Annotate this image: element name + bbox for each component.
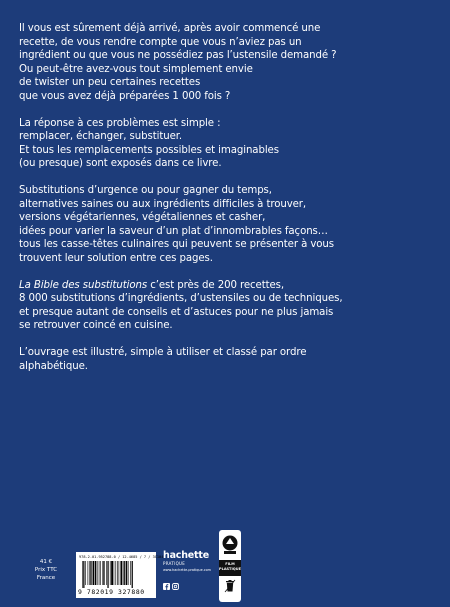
text-line: alphabétique. (19, 360, 88, 372)
facebook-icon (163, 575, 170, 582)
barcode-bar (91, 561, 92, 585)
barcode-bar (107, 561, 108, 588)
barcode-bar (126, 561, 127, 585)
text-line: que vous avez déjà préparées 1 000 fois ? (19, 90, 231, 102)
trash-bin-icon (225, 580, 235, 592)
barcode-bar (100, 561, 101, 585)
blurb-text (19, 22, 431, 387)
text-line: Et tous les remplacements possibles et imaginables (19, 144, 279, 156)
paragraph-3 (19, 184, 431, 265)
price-country: France (36, 575, 56, 581)
price-tax-label: Prix TTC (34, 567, 58, 573)
barcode-bar (110, 561, 111, 585)
barcode-bar (99, 561, 100, 585)
text-line: alternatives saines ou aux ingrédients difficiles à trouver, (19, 198, 307, 210)
text-line: de twister un peu certaines recettes (19, 77, 201, 88)
price-label (31, 558, 61, 582)
barcode-bar (82, 561, 83, 588)
publisher-block (163, 551, 211, 582)
social-icons (163, 575, 211, 582)
barcode-bar (102, 561, 103, 585)
text-line: remplacer, échanger, substituer. (19, 131, 183, 142)
barcode-bar (95, 561, 96, 585)
barcode-bar (128, 561, 129, 585)
text-line: Ou peut-être avez-vous tout simplement envie (19, 63, 253, 75)
text-line: L’ouvrage est illustré, simple à utiliser et classé par ordre (19, 347, 307, 358)
text-line: versions végétariennes, végétaliennes et casher, (19, 212, 266, 223)
barcode-bar (106, 561, 107, 585)
barcode-digits: 9 782019 327880 (78, 588, 145, 596)
barcode-icon (82, 561, 152, 588)
barcode-bar (120, 561, 122, 585)
text-line: 8 000 substitutions d’ingrédients, d’ustensiles ou de techniques, (19, 293, 343, 304)
barcode-bar (115, 561, 116, 585)
barcode-bar (89, 561, 90, 585)
text-line: ingrédient ou que vous ne possédiez pas l’ustensile demandé ? (19, 50, 337, 61)
recycling-badge (219, 530, 241, 602)
paragraph-5 (19, 346, 431, 373)
text-line-with-title (19, 279, 431, 293)
text-line: La réponse à ces problèmes est simple : (19, 117, 221, 129)
barcode-bar (83, 561, 84, 588)
barcode-bar (93, 561, 95, 585)
text-line: recette, de vous rendre compte que vous n’aviez pas un (19, 36, 302, 48)
isbn-small-text: 978-2-01-952788-0 / 12-4685 / 7 / 3C104 (79, 555, 164, 559)
publisher-name: hachette (163, 550, 209, 561)
barcode-bar (132, 561, 133, 588)
barcode-bar (119, 561, 120, 585)
barcode-bar (123, 561, 124, 585)
text-line: Il vous est sûrement déjà arrivé, après avoir commencé une (19, 23, 321, 34)
barcode-bar (97, 561, 98, 585)
instagram-icon (172, 575, 179, 582)
text-fragment: c’est près de 200 recettes, (147, 279, 284, 291)
text-line: et presque autant de conseils et d’astuces pour ne plus jamais (19, 306, 334, 318)
paragraph-2 (19, 117, 431, 171)
text-line: (ou presque) sont exposés dans ce livre. (19, 158, 222, 169)
publisher-imprint: PRATIQUE (163, 561, 186, 566)
paragraph-1 (19, 22, 431, 103)
barcode-bar (85, 561, 86, 585)
book-title-italic: La Bible des substitutions (19, 279, 148, 291)
recycle-logo-icon (221, 534, 239, 556)
barcode-bar (111, 561, 113, 585)
paragraph-4 (19, 279, 431, 333)
text-line: se retrouver coincé en cuisine. (19, 320, 173, 331)
text-line: Substitutions d’urgence ou pour gagner du temps, (19, 185, 272, 196)
barcode-panel (76, 552, 164, 598)
publisher-url: www.hachette-pratique.com (163, 568, 211, 572)
film-plastique-label: FILM PLASTIQUE (219, 560, 241, 576)
text-line: trouvent leur solution entre ces pages. (19, 252, 213, 264)
price-amount: 41 € (39, 559, 53, 565)
text-line: tous les casse-têtes culinaires qui peuvent se présenter à vous (19, 239, 334, 250)
barcode-bar (117, 561, 118, 585)
barcode-bar (130, 561, 131, 585)
barcode-bar (88, 561, 89, 585)
barcode-bar (124, 561, 125, 585)
barcode-bar (114, 561, 115, 585)
barcode-bar (104, 561, 105, 585)
text-line: idées pour varier la saveur d’un plat d’innombrables façons… (19, 225, 328, 237)
